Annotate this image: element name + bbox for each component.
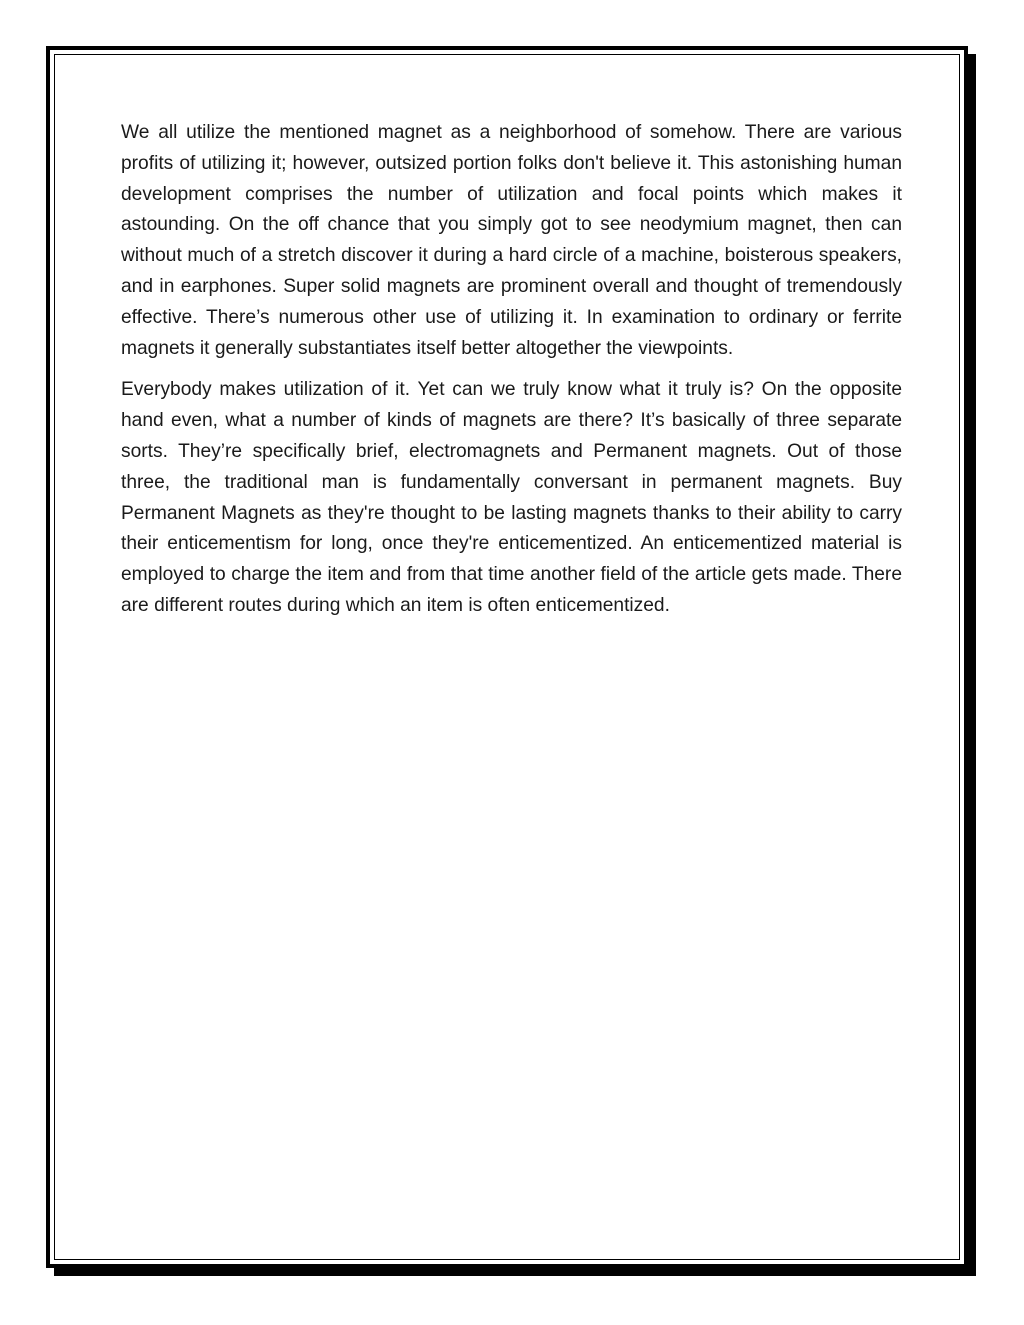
document-body bbox=[121, 118, 902, 633]
paragraph: Everybody makes utilization of it. Yet can we truly know what it truly is? On the opposite hand even, what a number of kinds of magnets are there? It’s basically of three separate sorts. They’re specifically brief, electromagnets and Permanent magnets. Out of those three, the traditional man is fundamentally conversant in permanent magnets. Buy Permanent Magnets as they're thought to be lasting magnets thanks to their ability to carry their enticementism for long, once they're enticementized. An enticementized material is employed to charge the item and from that time another field of the article gets made. There are different routes during which an item is often enticementized. bbox=[121, 379, 902, 616]
paragraph: We all utilize the mentioned magnet as a neighborhood of somehow. There are various profits of utilizing it; however, outsized portion folks don't believe it. This astonishing human development comprises the number of utilization and focal points which makes it astounding. On the off chance that you simply got to see neodymium magnet, then can without much of a stretch discover it during a hard circle of a machine, boisterous speakers, and in earphones. Super solid magnets are prominent overall and thought of tremendously effective. There’s numerous other use of utilizing it. In examination to ordinary or ferrite magnets it generally substantiates itself better altogether the viewpoints. bbox=[121, 122, 902, 359]
